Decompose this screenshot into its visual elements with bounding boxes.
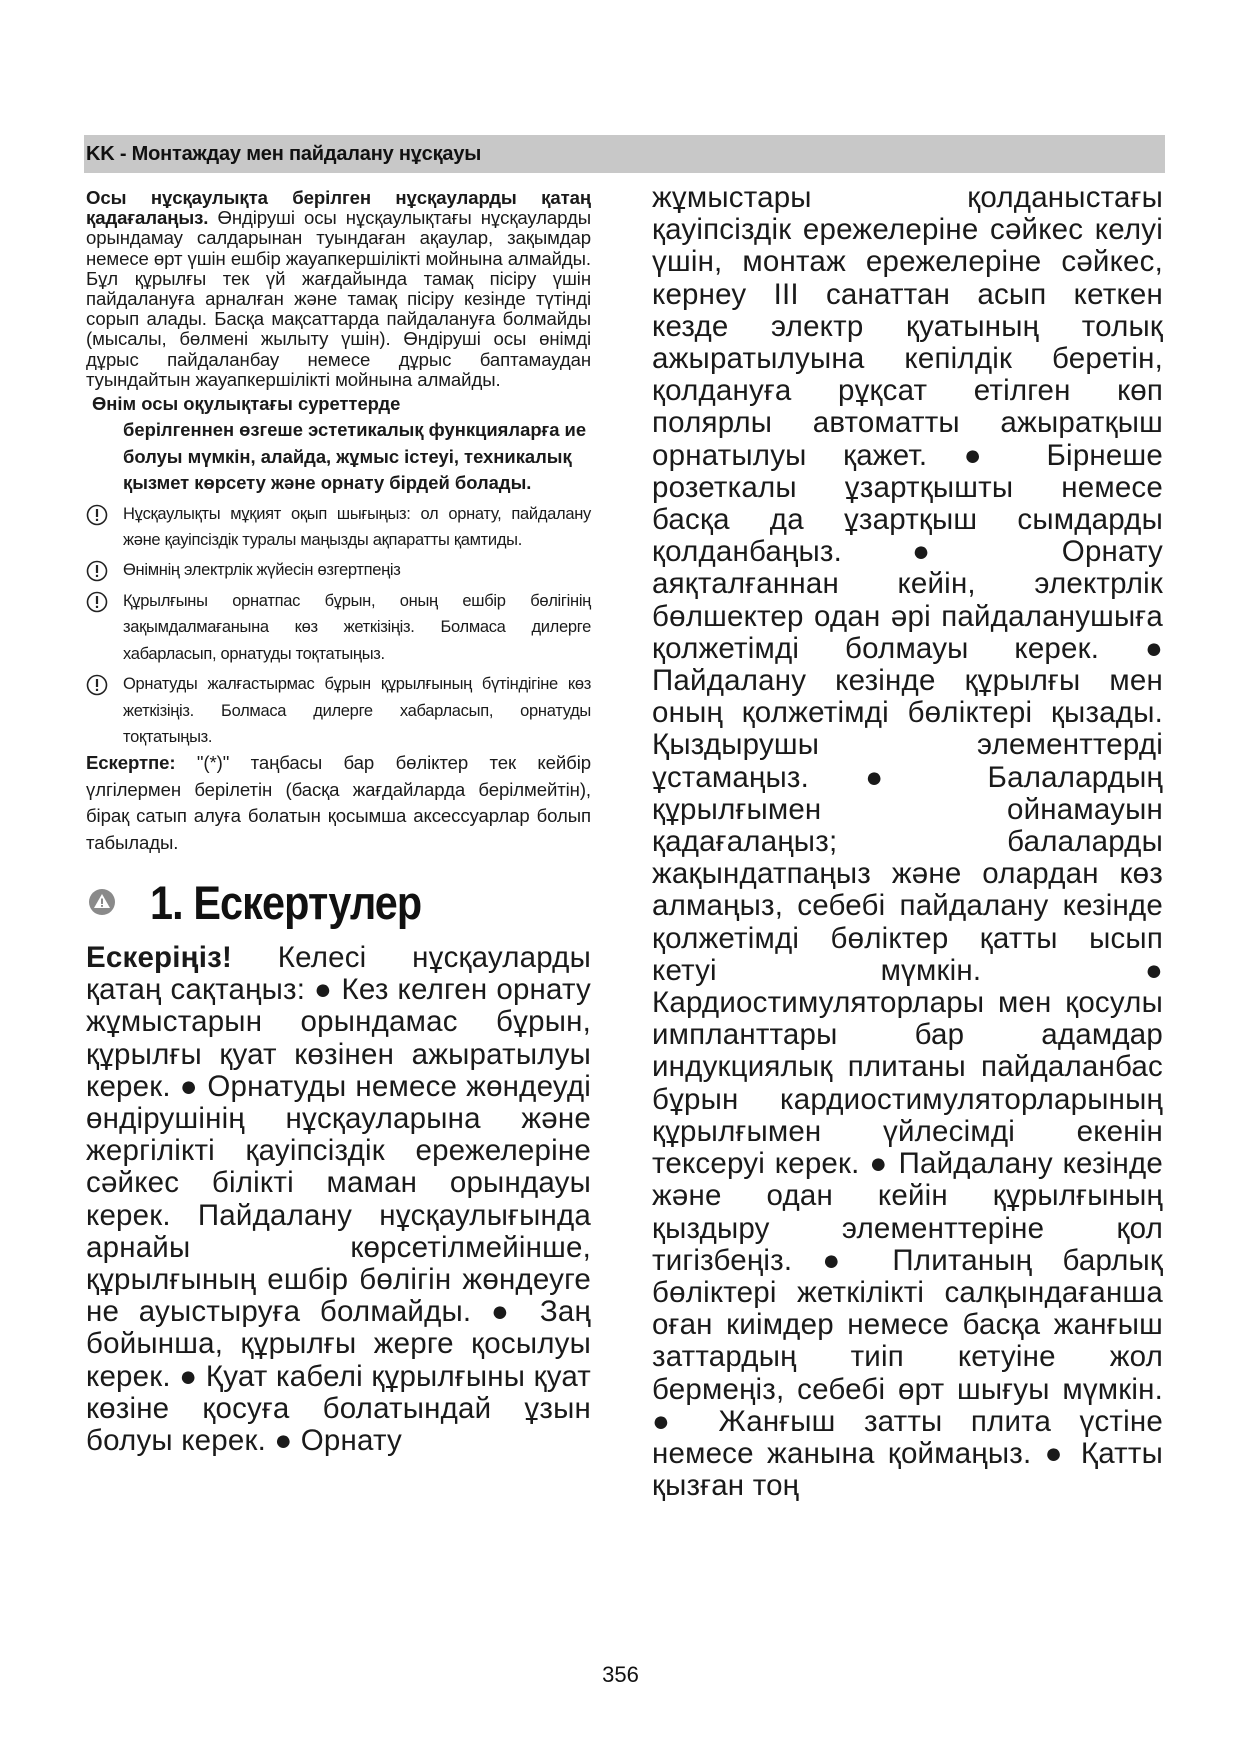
exclamation-circle-icon — [86, 674, 108, 696]
note-label: Ескертпе: — [86, 752, 176, 774]
note-paragraph — [86, 750, 591, 856]
note-text: "(*)" таңбасы бар бөліктер тек кейбір үлгілермен берілетін (басқа жағдайларда берілмейтін), бірақ сатып алуға болатын қосымша аксессуарлар болып табылады. — [86, 752, 591, 853]
right-body-text: жұмыстары қолданыстағы қауіпсіздік ережелеріне сәйкес келуі үшін, монтаж ережелеріне сәйкес, кернеу III санаттан асып кеткен кезде электр қуатының толық ажыратылуына кепілдік беретін, қолдануға рұқсат етілген көп полярлы автоматты ажыратқыш орнатылуы қажет. ● Бірнеше розеткалы ұзартқышты немесе басқа да ұзартқыш сымдарды қолданбаңыз. ● Орнату аяқталғаннан кейін, электрлік бөлшектер одан әрі пайдаланушыға қолжетімді болмауы керек. ● Пайдалану кезінде құрылғы мен оның қолжетімді бөліктері қызады. Қыздырушы элементтерді ұстамаңыз. ● Балалардың құрылғымен ойнамауын қадағалаңыз; балаларды жақындатпаңыз және олардан көз алмаңыз, себебі пайдалану кезінде қолжетімді бөліктер қатты ысып кетуі мүмкін. ● Кардиостимуляторлары мен қосулы импланттары бар адамдар индукциялық плитаны пайдаланбас бұрын кардиостимуляторларының құрылғымен үйлесімді екенін тексеруі керек. ● Пайдалану кезінде және одан кейін құрылғының қыздыру элементтеріне қол тигізбеңіз. ● Плитаның барлық бөліктері жеткілікті салқындағанша оған киімдер немесе басқа жанғыш заттардың тиіп кетуіне жол бермеңіз, себебі өрт шығуы мүмкін. ● Жанғыш затты плита үстіне немесе жанына қоймаңыз. ● Қатты қызған тоң — [652, 181, 1163, 1503]
warning-item — [86, 557, 591, 583]
left-body-content: Келесі нұсқауларды қатаң сақтаңыз: ● Кез келген орнату жұмыстарын орындамас бұрын, құрылғы қуат көзінен ажыратылуы керек. ● Орнатуды немесе жөндеуді өндірушінің нұсқауларына және жергілікті қауіпсіздік ережелеріне сәйкес білікті маман орындауы керек. Пайдалану нұсқаулығында арнайы көрсетілмейінше, құрылғының ешбір бөлігін жөндеуге не ауыстыруға болмайды. ● Заң бойынша, құрылғы жерге қосылуы керек. ● Қуат кабелі құрылғыны қуат көзіне қосуға болатындай ұзын болуы керек. ● Орнату — [86, 940, 591, 1457]
right-column — [652, 181, 1163, 1503]
intro-paragraph — [86, 188, 591, 390]
aesthetic-note — [86, 391, 591, 497]
warning-text: Өнімнің электрлік жүйесін өзгертпеңіз — [123, 561, 401, 580]
section-title: 1. Ескертулер — [150, 875, 422, 929]
left-body-bold-lead: Ескеріңіз! — [86, 940, 232, 974]
warning-text: Нұсқаулықты мұқият оқып шығыңыз: ол орнату, пайдалану және қауіпсіздік туралы маңызды ақпаратты қамтиды. — [123, 504, 591, 550]
warning-item — [86, 501, 591, 554]
aesthetic-note-rest: берілгеннен өзгеше эстетикалық функцияларға ие болуы мүмкін, алайда, жұмыс істеуі, техникалық қызмет көрсету және орнату бірдей болады. — [123, 419, 587, 494]
warning-text: Орнатуды жалғастырмас бұрын құрылғының бүтіндігіне көз жеткізіңіз. Болмаса дилерге хабарласып, орнатуды тоқтатыңыз. — [123, 675, 591, 746]
exclamation-circle-icon — [86, 591, 108, 613]
left-body-text — [86, 942, 591, 1457]
left-column — [86, 188, 591, 1457]
intro-text: Өндіруші осы нұсқаулықтағы нұсқауларды орындамау салдарынан туындаған ақаулар, зақымдар немесе өрт үшін ешбір жауапкершілікті мойнына алмайды. Бұл құрылғы тек үй жағдайында тамақ пісіру үшін пайдалануға арналған және тамақ пісіру кезінде түтінді сорып алады. Басқа мақсаттарда пайдалануға болмайды (мысалы, бөлмені жылыту үшін). Өндіруші осы өнімді дұрыс пайдаланбау немесе дұрыс баптамаудан туындайтын жауапкершілікті мойнына алмайды. — [86, 207, 591, 390]
header-title: KK - Монтаждау мен пайдалану нұсқауы — [86, 143, 482, 165]
aesthetic-note-first: Өнім осы оқулықтағы суреттерде — [92, 393, 401, 415]
warning-item — [86, 588, 591, 667]
page-number: 356 — [602, 1662, 639, 1687]
warning-item — [86, 671, 591, 750]
exclamation-circle-icon — [86, 504, 108, 526]
exclamation-circle-icon — [86, 560, 108, 582]
warning-triangle-icon — [88, 888, 116, 916]
warning-text: Құрылғыны орнатпас бұрын, оның ешбір бөлігінің зақымдалмағанына көз жеткізіңіз. Болмаса дилерге хабарласып, орнатуды тоқтатыңыз. — [123, 591, 591, 663]
intro-bold-lead: Осы нұсқаулықта берілген нұсқауларды қатаң қадағалаңыз. — [86, 187, 591, 229]
section-heading — [86, 872, 591, 942]
header-bar — [84, 135, 1165, 173]
